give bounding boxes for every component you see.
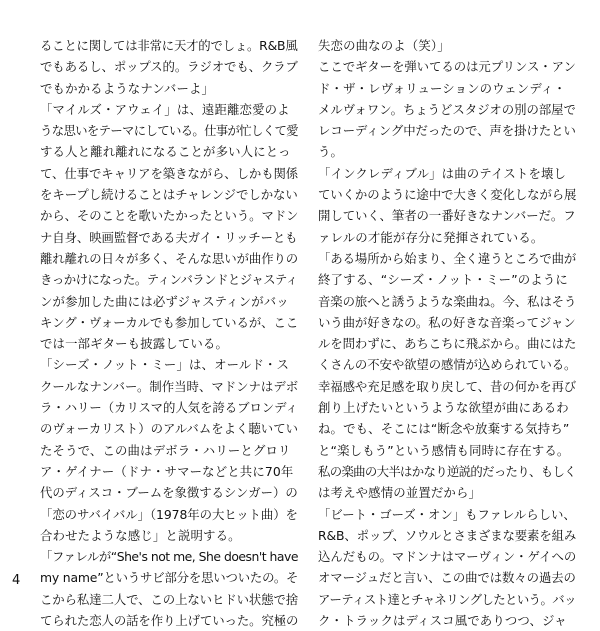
text-line: 「シーズ・ノット・ミー」は、オールド・ス	[40, 357, 290, 373]
text-line: てられた恋人の話を作り上げていった。究極の	[40, 613, 299, 629]
text-line: 私の楽曲の大半はかなり逆説的だったり、もしく	[318, 463, 576, 479]
text-line: くさんの不安や欲望の感情が込められている。	[318, 357, 577, 373]
text-line: オマージュだと言い、この曲では数々の過去の	[318, 570, 576, 586]
text-line: ることに関しては非常に天才的でしょ。R&B風	[40, 38, 298, 53]
text-line: いう曲が好きなの。私の好きな音楽ってジャン	[318, 314, 576, 330]
text-line: 込んだもの。マドンナはマーヴィン・ゲイへの	[318, 549, 577, 565]
text-line: から、そのことを歌いたかったという。マドン	[40, 208, 299, 224]
text-line: うな思いをテーマにしている。仕事が忙しくて愛	[40, 123, 298, 139]
text-line: する人と離れ離れになることが多い人にとっ	[40, 144, 291, 160]
text-line: と“楽しもう”という感情も同時に存在する。	[318, 442, 570, 458]
text-line: ラ・ハリー（カリスマ的人気を誇るブロンディ	[40, 400, 298, 416]
text-line: 「インクレディブル」は曲のテイストを壊し	[318, 165, 567, 181]
text-line: 開していく、筆者の一番好きなナンバーだ。フ	[318, 208, 576, 224]
text-line: 代のディスコ・ブームを象徴するシンガー）の	[40, 485, 298, 501]
text-line: ルを問わずに、あちこちに飛ぶから。曲にはた	[318, 336, 577, 352]
text-line: 「恋のサバイバル」（1978年の大ヒット曲）を	[40, 506, 298, 522]
text-line: ンが参加した曲には必ずジャスティンがバッ	[40, 293, 289, 309]
text-line: 音楽の旅へと誘うような楽曲ね。今、私はそう	[318, 293, 577, 309]
text-line: のヴォーカリスト）のアルバムをよく聴いてい	[40, 421, 298, 437]
text-line: は考えや感情の並置だから」	[318, 485, 482, 501]
text-line: ド・ザ・レヴォリューションのウェンディ・	[318, 80, 566, 96]
text-line: こから私達二人で、この上ないヒドい状態で捨	[40, 591, 299, 607]
text-line: R&B、ポップ、ソウルとさまざまな要素を組み	[318, 527, 577, 543]
text-line: キング・ヴォーカルでも参加しているが、ここ	[40, 314, 299, 330]
text-line: では一部ギターも披露している。	[40, 336, 228, 352]
text-line: きっかけになった。ティンバランドとジャスティ	[40, 272, 298, 288]
right-text-column	[318, 35, 576, 631]
text-line: ア・ゲイナー（ドナ・サマーなどと共に70年	[40, 463, 294, 479]
text-line: ク・トラックはディスコ風でありつつ、ジャ	[318, 613, 567, 629]
text-line: ナ自身、映画監督である夫ガイ・リッチーとも	[40, 229, 298, 245]
text-line: 離れ離れの日々が多く、そんな思いが曲作りの	[40, 250, 299, 266]
text-line: 失恋の曲なのよ（笑）」	[318, 38, 450, 53]
text-line: my name”というサビ部分を思いついたの。そ	[40, 570, 299, 586]
text-line: う。	[318, 144, 344, 160]
text-line: 「ファレルが“She's not me, She doesn't have	[40, 549, 298, 565]
text-line: たそうで、この曲はデボラ・ハリーとグロリ	[40, 442, 291, 458]
text-line: 「マイルズ・アウェイ」は、遠距離恋愛のよ	[40, 101, 290, 117]
text-line: 「ビート・ゴーズ・オン」もファレルらしい、	[318, 506, 576, 522]
text-line: ね。でも、そこには“断念や放棄する気持ち”	[318, 421, 570, 437]
text-line: ァレルの才能が存分に発揮されている。	[318, 229, 544, 245]
text-line: 終了する、“シーズ・ノット・ミー”のように	[318, 272, 568, 288]
text-line: をキープし続けることはチャレンジでしかない	[40, 187, 298, 203]
text-line: アーティスト達とチャネリングしたという。バッ	[318, 591, 576, 607]
text-line: ていくかのように途中で大きく変化しながら展	[318, 187, 577, 203]
page-number: 4	[12, 573, 21, 588]
text-line: 幸福感や充足感を取り戻して、昔の何かを再び	[318, 378, 577, 394]
text-line: 合わせたような感じ」と説明する。	[40, 527, 241, 543]
text-line: でもかかるようなナンバーよ」	[40, 80, 215, 96]
text-line: 「ある場所から始まり、全く違うところで曲が	[318, 250, 577, 266]
text-line: ここでギターを弾いてるのは元プリンス・アン	[318, 59, 576, 75]
text-line: メルヴォワン。ちょうどスタジオの別の部屋で	[318, 101, 576, 117]
text-line: て、仕事でキャリアを築きながら、しかも関係	[40, 165, 299, 181]
text-line: 創り上げたいというような欲望が曲にあるわ	[318, 400, 569, 416]
left-text-column	[40, 35, 298, 631]
text-line: でもあるし、ポップス的。ラジオでも、クラブ	[40, 59, 298, 75]
text-line: クールなナンバー。制作当時、マドンナはデボ	[40, 378, 299, 394]
text-line: レコーディング中だったので、声を掛けたとい	[318, 123, 576, 139]
